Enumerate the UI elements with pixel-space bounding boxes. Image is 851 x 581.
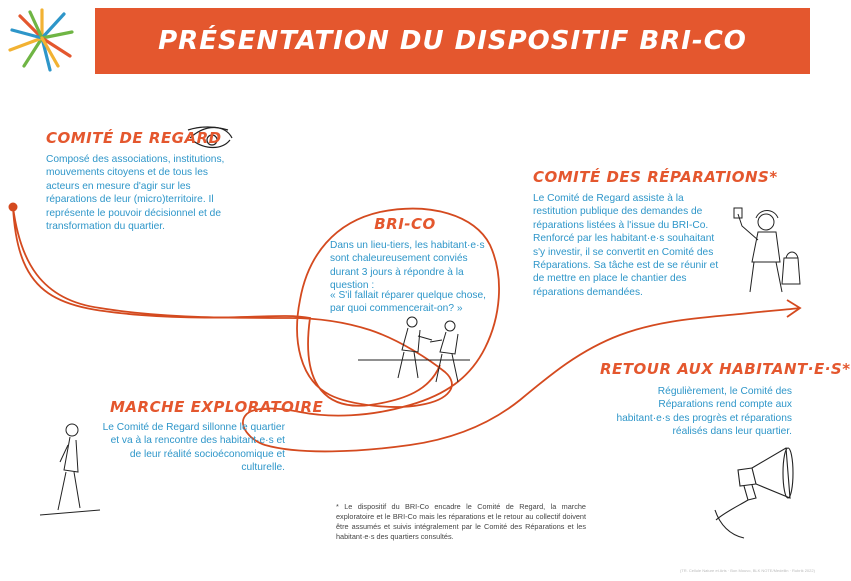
brico-title: BRI-CO [374,215,436,233]
page-title: PRÉSENTATION DU DISPOSITIF BRI-CO [158,26,747,56]
marche-text: Le Comité de Regard sillonne le quartier et va à la rencontre des habitant·e·s et de leur réalité socioéconomique et culturelle. [102,422,285,474]
footnote: * Le dispositif du BRI-Co encadre le Comité de Regard, la marche exploratoire et le BRI-Co mais les réparations et le retour au collectif doivent être assumés et suivis intégralement par le Comité des Réparations et les habitant·e·s des quartiers consultés. [336,502,586,541]
comite-regard-title: COMITÉ DE REGARD [46,129,222,147]
comite-regard-text: Composé des associations, institutions, mouvements citoyens et de tous les acteurs en mesure d'agir sur les réparations de leur (micro)territoire. Il représente le pouvoir décisionnel et de transformation du quartier. [46,154,225,233]
worker-with-paint-icon [734,208,800,292]
megaphone-icon [715,448,793,538]
people-on-bench-icon [358,317,470,382]
retour-title: RETOUR AUX HABITANT·E·S* [600,360,851,378]
brico-question: « S'il fallait réparer quelque chose, par quoi commencerait-on? » [330,290,486,315]
marche-title: MARCHE EXPLORATOIRE [110,398,324,416]
comite-reparations-title: COMITÉ DES RÉPARATIONS* [533,168,778,186]
retour-text: Régulièrement, le Comité des Réparations rend compte aux habitant·e·s des progrès et réparations réalisés dans leur quartier. [616,386,792,438]
brico-text: Dans un lieu-tiers, les habitant·e·s sont chaleureusement conviés durant 3 jours à répondre à la question : [330,240,485,292]
credit-text: (TR. Cellule Nature et Arts · Bon Mouvo, BLK NOTE/Medellin · Rubrik 2022) [680,568,815,573]
burst-logo-icon [10,10,72,70]
path-start-dot [9,203,18,212]
comite-reparations-text: Le Comité de Regard assiste à la restitution publique des demandes de réparations listées à l'issue du BRI-Co. Renforcé par les habitant·e·s souhaitant s'y investir, il se convertit en Comité des Réparations. Sa tâche est de se réunir et de mettre en place le chantier des réparations demandées. [533,193,719,298]
walking-person-icon [40,424,100,515]
